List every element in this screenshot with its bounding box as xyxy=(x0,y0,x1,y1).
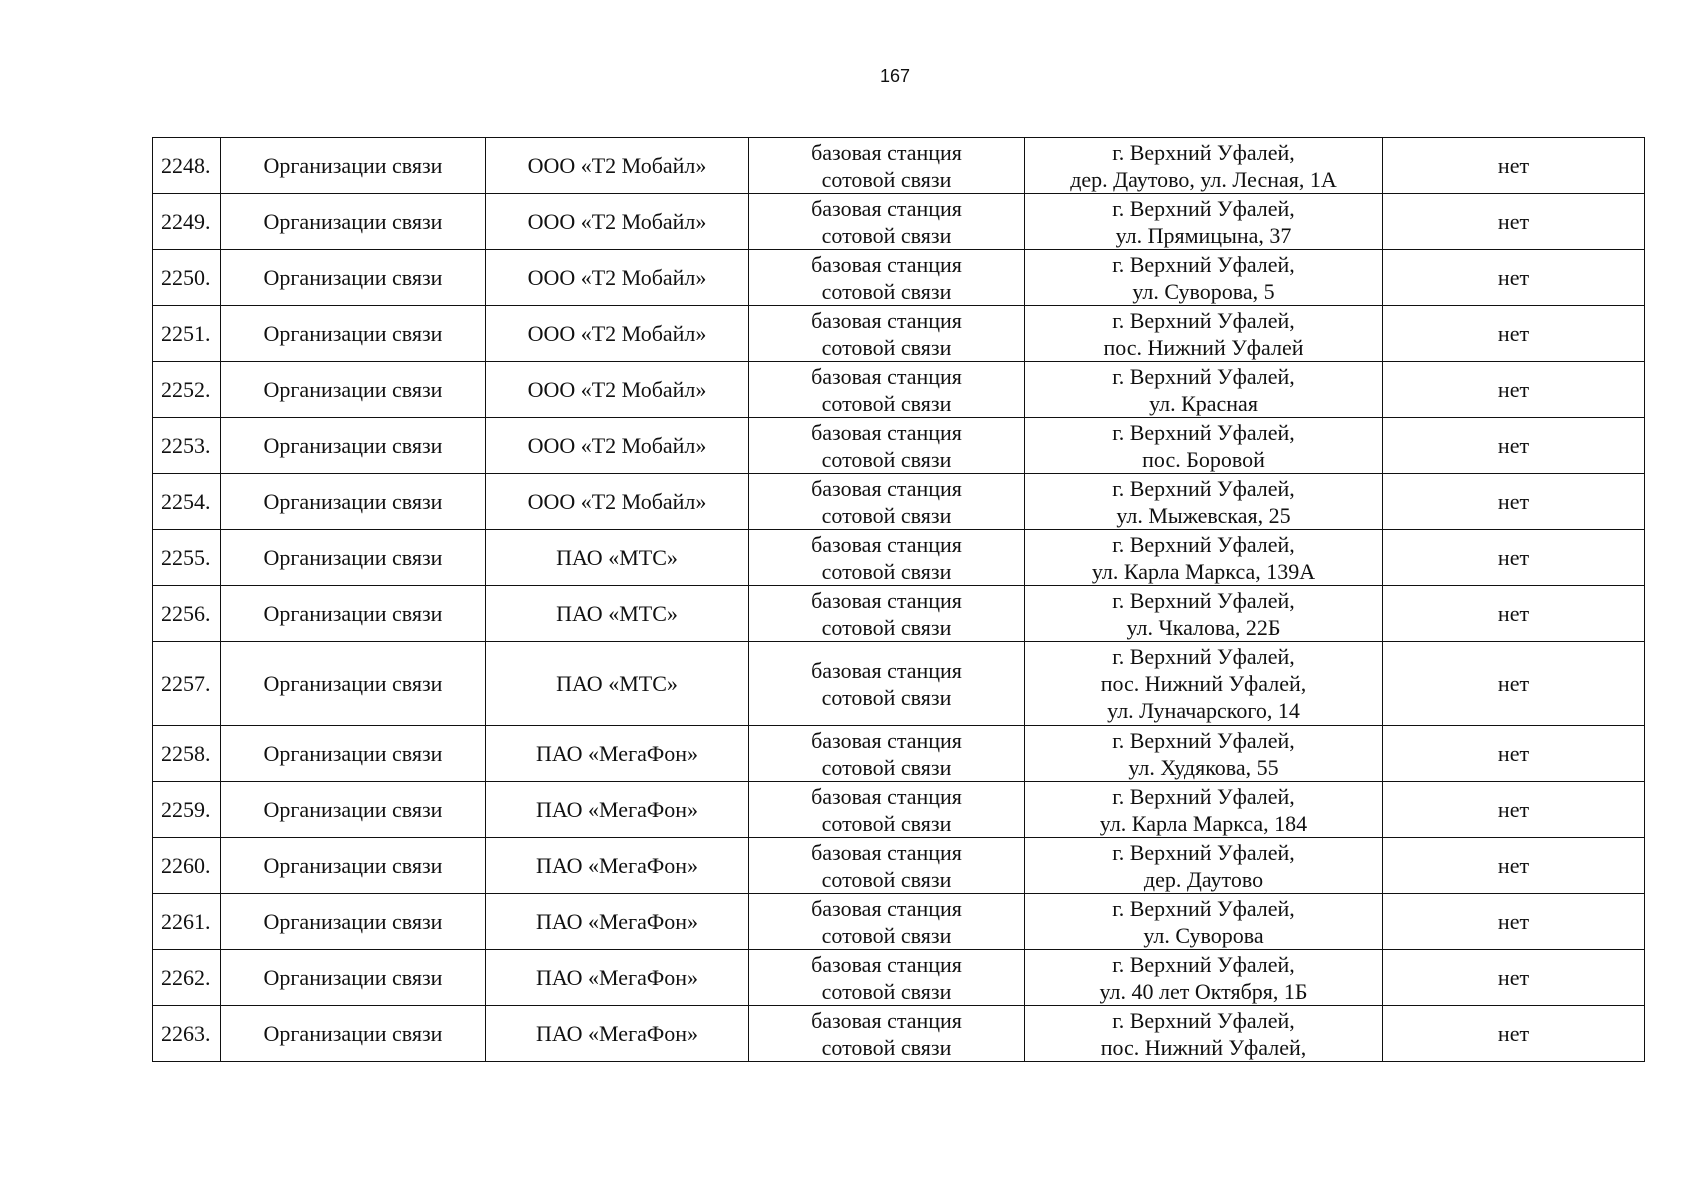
object-line: базовая станция xyxy=(811,531,962,557)
address-cell xyxy=(1025,642,1383,726)
address-line: ул. Чкалова, 22Б xyxy=(1126,614,1281,640)
organization-cell: ПАО «МегаФон» xyxy=(486,782,749,838)
object-cell xyxy=(749,474,1025,530)
object-line: базовая станция xyxy=(811,251,962,277)
object-line: сотовой связи xyxy=(821,222,952,248)
object-line: сотовой связи xyxy=(821,166,952,192)
object-cell xyxy=(749,250,1025,306)
address-line: г. Верхний Уфалей, xyxy=(1112,1007,1295,1033)
object-line: сотовой связи xyxy=(821,278,952,304)
row-number-cell: 2259. xyxy=(153,782,221,838)
category-cell: Организации связи xyxy=(221,474,486,530)
address-line: г. Верхний Уфалей, xyxy=(1112,783,1295,809)
category-cell: Организации связи xyxy=(221,894,486,950)
address-cell xyxy=(1025,250,1383,306)
category-cell: Организации связи xyxy=(221,418,486,474)
object-cell xyxy=(749,894,1025,950)
address-line: пос. Нижний Уфалей, xyxy=(1100,1034,1307,1060)
address-line: пос. Нижний Уфалей, xyxy=(1100,671,1307,696)
address-cell xyxy=(1025,362,1383,418)
address-line: ул. Карла Маркса, 184 xyxy=(1099,810,1308,836)
address-line: ул. Прямицына, 37 xyxy=(1115,222,1292,248)
object-line: сотовой связи xyxy=(821,866,952,892)
organization-cell: ПАО «МегаФон» xyxy=(486,894,749,950)
object-line: сотовой связи xyxy=(821,754,952,780)
address-line: г. Верхний Уфалей, xyxy=(1112,951,1295,977)
address-line: ул. Мыжевская, 25 xyxy=(1116,502,1291,528)
address-line: г. Верхний Уфалей, xyxy=(1112,587,1295,613)
object-line: базовая станция xyxy=(811,951,962,977)
address-line: г. Верхний Уфалей, xyxy=(1112,475,1295,501)
address-line: ул. Красная xyxy=(1149,390,1258,416)
row-number-cell: 2255. xyxy=(153,530,221,586)
row-number-cell: 2254. xyxy=(153,474,221,530)
address-cell xyxy=(1025,194,1383,250)
address-cell xyxy=(1025,586,1383,642)
address-line: г. Верхний Уфалей, xyxy=(1112,363,1295,389)
table-row xyxy=(153,782,1645,838)
registry-table xyxy=(152,137,1645,1062)
table-row xyxy=(153,894,1645,950)
object-cell xyxy=(749,838,1025,894)
address-line: г. Верхний Уфалей, xyxy=(1112,251,1295,277)
page-number: 167 xyxy=(879,66,911,86)
address-line: дер. Даутово xyxy=(1143,866,1264,892)
object-line: сотовой связи xyxy=(821,502,952,528)
organization-cell: ПАО «МТС» xyxy=(486,530,749,586)
organization-cell: ПАО «МегаФон» xyxy=(486,950,749,1006)
category-cell: Организации связи xyxy=(221,586,486,642)
object-line: сотовой связи xyxy=(821,810,952,836)
organization-cell: ООО «Т2 Мобайл» xyxy=(486,250,749,306)
address-cell xyxy=(1025,726,1383,782)
object-line: сотовой связи xyxy=(821,614,952,640)
object-cell xyxy=(749,1006,1025,1062)
object-line: базовая станция xyxy=(811,475,962,501)
row-number-cell: 2262. xyxy=(153,950,221,1006)
note-cell: нет xyxy=(1383,194,1645,250)
address-line: ул. Худякова, 55 xyxy=(1128,754,1279,780)
note-cell: нет xyxy=(1383,474,1645,530)
object-cell xyxy=(749,726,1025,782)
address-cell xyxy=(1025,1006,1383,1062)
object-line: сотовой связи xyxy=(821,978,952,1004)
address-cell xyxy=(1025,530,1383,586)
row-number-cell: 2261. xyxy=(153,894,221,950)
row-number-cell: 2250. xyxy=(153,250,221,306)
address-line: пос. Боровой xyxy=(1142,446,1265,472)
note-cell: нет xyxy=(1383,250,1645,306)
category-cell: Организации связи xyxy=(221,950,486,1006)
object-line: базовая станция xyxy=(811,1007,962,1033)
table-row xyxy=(153,194,1645,250)
address-cell xyxy=(1025,838,1383,894)
organization-cell: ООО «Т2 Мобайл» xyxy=(486,138,749,194)
category-cell: Организации связи xyxy=(221,194,486,250)
note-cell: нет xyxy=(1383,1006,1645,1062)
row-number-cell: 2260. xyxy=(153,838,221,894)
address-line: г. Верхний Уфалей, xyxy=(1112,839,1295,865)
category-cell: Организации связи xyxy=(221,782,486,838)
table-row xyxy=(153,250,1645,306)
table-row xyxy=(153,726,1645,782)
object-line: сотовой связи xyxy=(821,334,952,360)
category-cell: Организации связи xyxy=(221,1006,486,1062)
organization-cell: ПАО «МТС» xyxy=(486,586,749,642)
table-row xyxy=(153,642,1645,726)
address-cell xyxy=(1025,950,1383,1006)
table-row xyxy=(153,418,1645,474)
note-cell: нет xyxy=(1383,782,1645,838)
object-line: сотовой связи xyxy=(821,1034,952,1060)
row-number-cell: 2253. xyxy=(153,418,221,474)
object-line: сотовой связи xyxy=(821,684,952,710)
row-number-cell: 2257. xyxy=(153,642,221,726)
note-cell: нет xyxy=(1383,418,1645,474)
object-line: сотовой связи xyxy=(821,446,952,472)
note-cell: нет xyxy=(1383,530,1645,586)
category-cell: Организации связи xyxy=(221,362,486,418)
object-line: сотовой связи xyxy=(821,922,952,948)
object-line: базовая станция xyxy=(811,839,962,865)
table-row xyxy=(153,474,1645,530)
organization-cell: ПАО «МТС» xyxy=(486,642,749,726)
row-number-cell: 2249. xyxy=(153,194,221,250)
object-cell xyxy=(749,642,1025,726)
object-line: базовая станция xyxy=(811,139,962,165)
object-cell xyxy=(749,782,1025,838)
address-line: ул. Суворова xyxy=(1143,922,1264,948)
table-row xyxy=(153,138,1645,194)
row-number-cell: 2252. xyxy=(153,362,221,418)
address-line: дер. Даутово, ул. Лесная, 1А xyxy=(1070,166,1337,192)
organization-cell: ПАО «МегаФон» xyxy=(486,838,749,894)
address-line: ул. 40 лет Октября, 1Б xyxy=(1099,978,1308,1004)
organization-cell: ООО «Т2 Мобайл» xyxy=(486,418,749,474)
organization-cell: ООО «Т2 Мобайл» xyxy=(486,306,749,362)
object-cell xyxy=(749,138,1025,194)
table-row xyxy=(153,530,1645,586)
object-line: базовая станция xyxy=(811,657,962,683)
address-line: г. Верхний Уфалей, xyxy=(1112,307,1295,333)
object-line: базовая станция xyxy=(811,895,962,921)
object-line: базовая станция xyxy=(811,363,962,389)
object-cell xyxy=(749,418,1025,474)
address-line: ул. Суворова, 5 xyxy=(1132,278,1275,304)
organization-cell: ПАО «МегаФон» xyxy=(486,1006,749,1062)
object-line: сотовой связи xyxy=(821,390,952,416)
address-line: г. Верхний Уфалей, xyxy=(1112,139,1295,165)
object-line: базовая станция xyxy=(811,783,962,809)
object-cell xyxy=(749,306,1025,362)
object-cell xyxy=(749,530,1025,586)
row-number-cell: 2258. xyxy=(153,726,221,782)
row-number-cell: 2248. xyxy=(153,138,221,194)
address-line: ул. Луначарского, 14 xyxy=(1107,698,1300,723)
note-cell: нет xyxy=(1383,586,1645,642)
table-row xyxy=(153,306,1645,362)
note-cell: нет xyxy=(1383,838,1645,894)
address-cell xyxy=(1025,474,1383,530)
organization-cell: ООО «Т2 Мобайл» xyxy=(486,362,749,418)
row-number-cell: 2256. xyxy=(153,586,221,642)
note-cell: нет xyxy=(1383,642,1645,726)
object-cell xyxy=(749,362,1025,418)
row-number-cell: 2263. xyxy=(153,1006,221,1062)
category-cell: Организации связи xyxy=(221,138,486,194)
table-row xyxy=(153,586,1645,642)
address-line: г. Верхний Уфалей, xyxy=(1112,531,1295,557)
object-line: базовая станция xyxy=(811,419,962,445)
address-line: г. Верхний Уфалей, xyxy=(1112,895,1295,921)
organization-cell: ООО «Т2 Мобайл» xyxy=(486,474,749,530)
category-cell: Организации связи xyxy=(221,838,486,894)
address-line: г. Верхний Уфалей, xyxy=(1112,644,1295,669)
category-cell: Организации связи xyxy=(221,250,486,306)
object-line: базовая станция xyxy=(811,727,962,753)
table-row xyxy=(153,1006,1645,1062)
note-cell: нет xyxy=(1383,726,1645,782)
note-cell: нет xyxy=(1383,138,1645,194)
address-cell xyxy=(1025,782,1383,838)
note-cell: нет xyxy=(1383,362,1645,418)
note-cell: нет xyxy=(1383,950,1645,1006)
registry-table-body xyxy=(153,138,1645,1062)
row-number-cell: 2251. xyxy=(153,306,221,362)
object-line: базовая станция xyxy=(811,307,962,333)
object-line: сотовой связи xyxy=(821,558,952,584)
address-line: г. Верхний Уфалей, xyxy=(1112,195,1295,221)
organization-cell: ООО «Т2 Мобайл» xyxy=(486,194,749,250)
category-cell: Организации связи xyxy=(221,530,486,586)
category-cell: Организации связи xyxy=(221,726,486,782)
table-row xyxy=(153,838,1645,894)
category-cell: Организации связи xyxy=(221,306,486,362)
object-cell xyxy=(749,194,1025,250)
address-cell xyxy=(1025,306,1383,362)
note-cell: нет xyxy=(1383,306,1645,362)
address-line: г. Верхний Уфалей, xyxy=(1112,727,1295,753)
organization-cell: ПАО «МегаФон» xyxy=(486,726,749,782)
table-row xyxy=(153,362,1645,418)
note-cell: нет xyxy=(1383,894,1645,950)
object-cell xyxy=(749,950,1025,1006)
table-row xyxy=(153,950,1645,1006)
category-cell: Организации связи xyxy=(221,642,486,726)
address-cell xyxy=(1025,138,1383,194)
object-line: базовая станция xyxy=(811,587,962,613)
address-line: пос. Нижний Уфалей xyxy=(1103,334,1304,360)
address-cell xyxy=(1025,418,1383,474)
object-cell xyxy=(749,586,1025,642)
object-line: базовая станция xyxy=(811,195,962,221)
address-line: ул. Карла Маркса, 139А xyxy=(1091,558,1316,584)
address-line: г. Верхний Уфалей, xyxy=(1112,419,1295,445)
address-cell xyxy=(1025,894,1383,950)
